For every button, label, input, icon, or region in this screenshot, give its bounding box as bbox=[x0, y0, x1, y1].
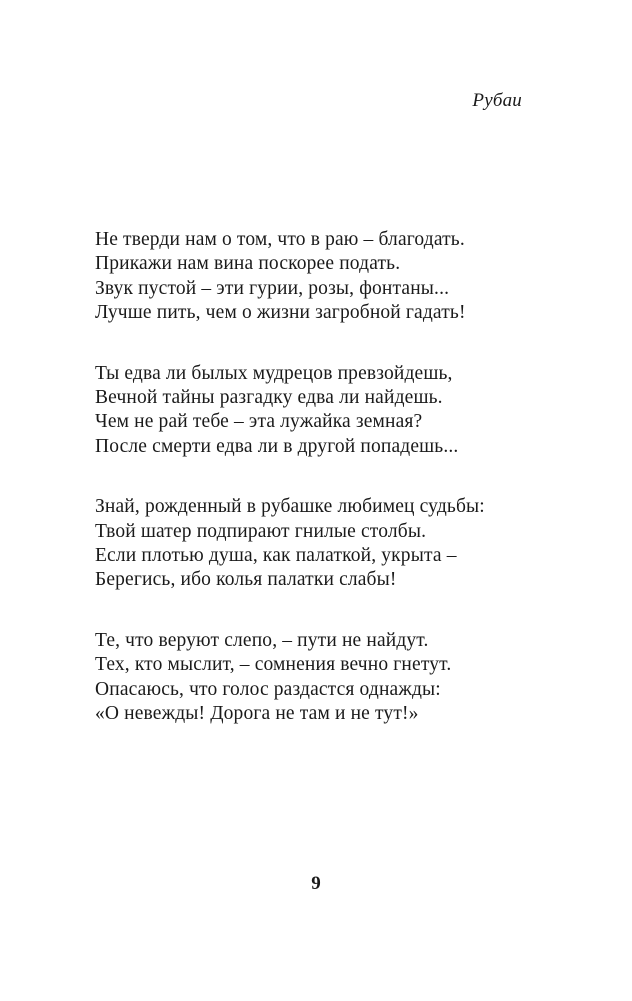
poem-line: Если плотью душа, как палаткой, укрыта – bbox=[95, 545, 457, 567]
poem-line: Прикажи нам вина поскорее подать. bbox=[95, 253, 401, 275]
poem-line: Чем не рай тебе – эта лужайка земная? bbox=[95, 411, 423, 433]
poem-line: Знай, рожденный в рубашке любимец судьбы: bbox=[95, 496, 485, 518]
stanza-4 bbox=[95, 629, 565, 727]
poem-line: Лучше пить, чем о жизни загробной гадать! bbox=[95, 302, 466, 324]
poem-line: Твой шатер подпирают гнилые столбы. bbox=[95, 520, 427, 542]
poem-line: После смерти едва ли в другой попадешь... bbox=[95, 435, 459, 457]
poem-line: Те, что веруют слепо, – пути не найдут. bbox=[95, 629, 429, 651]
poem-line: Берегись, ибо колья палатки слабы! bbox=[95, 569, 397, 591]
page-number: 9 bbox=[311, 873, 321, 894]
poem-line: Тех, кто мыслит, – сомнения вечно гнетут. bbox=[95, 654, 452, 676]
stanza-3 bbox=[95, 495, 565, 593]
poem-line: Вечной тайны разгадку едва ли найдешь. bbox=[95, 387, 443, 409]
stanza-2 bbox=[95, 362, 565, 460]
poem-line: Ты едва ли былых мудрецов превзойдешь, bbox=[95, 362, 453, 384]
poem-line: Опасаюсь, что голос раздастся однажды: bbox=[95, 678, 441, 700]
poem-line: «О невежды! Дорога не там и не тут!» bbox=[95, 703, 419, 725]
running-header-title: Рубаи bbox=[472, 90, 522, 111]
poem-line: Не тверди нам о том, что в раю – благодать. bbox=[95, 229, 465, 250]
stanza-1 bbox=[95, 228, 565, 326]
poem-line: Звук пустой – эти гурии, розы, фонтаны... bbox=[95, 277, 450, 299]
poem-body bbox=[95, 228, 565, 727]
